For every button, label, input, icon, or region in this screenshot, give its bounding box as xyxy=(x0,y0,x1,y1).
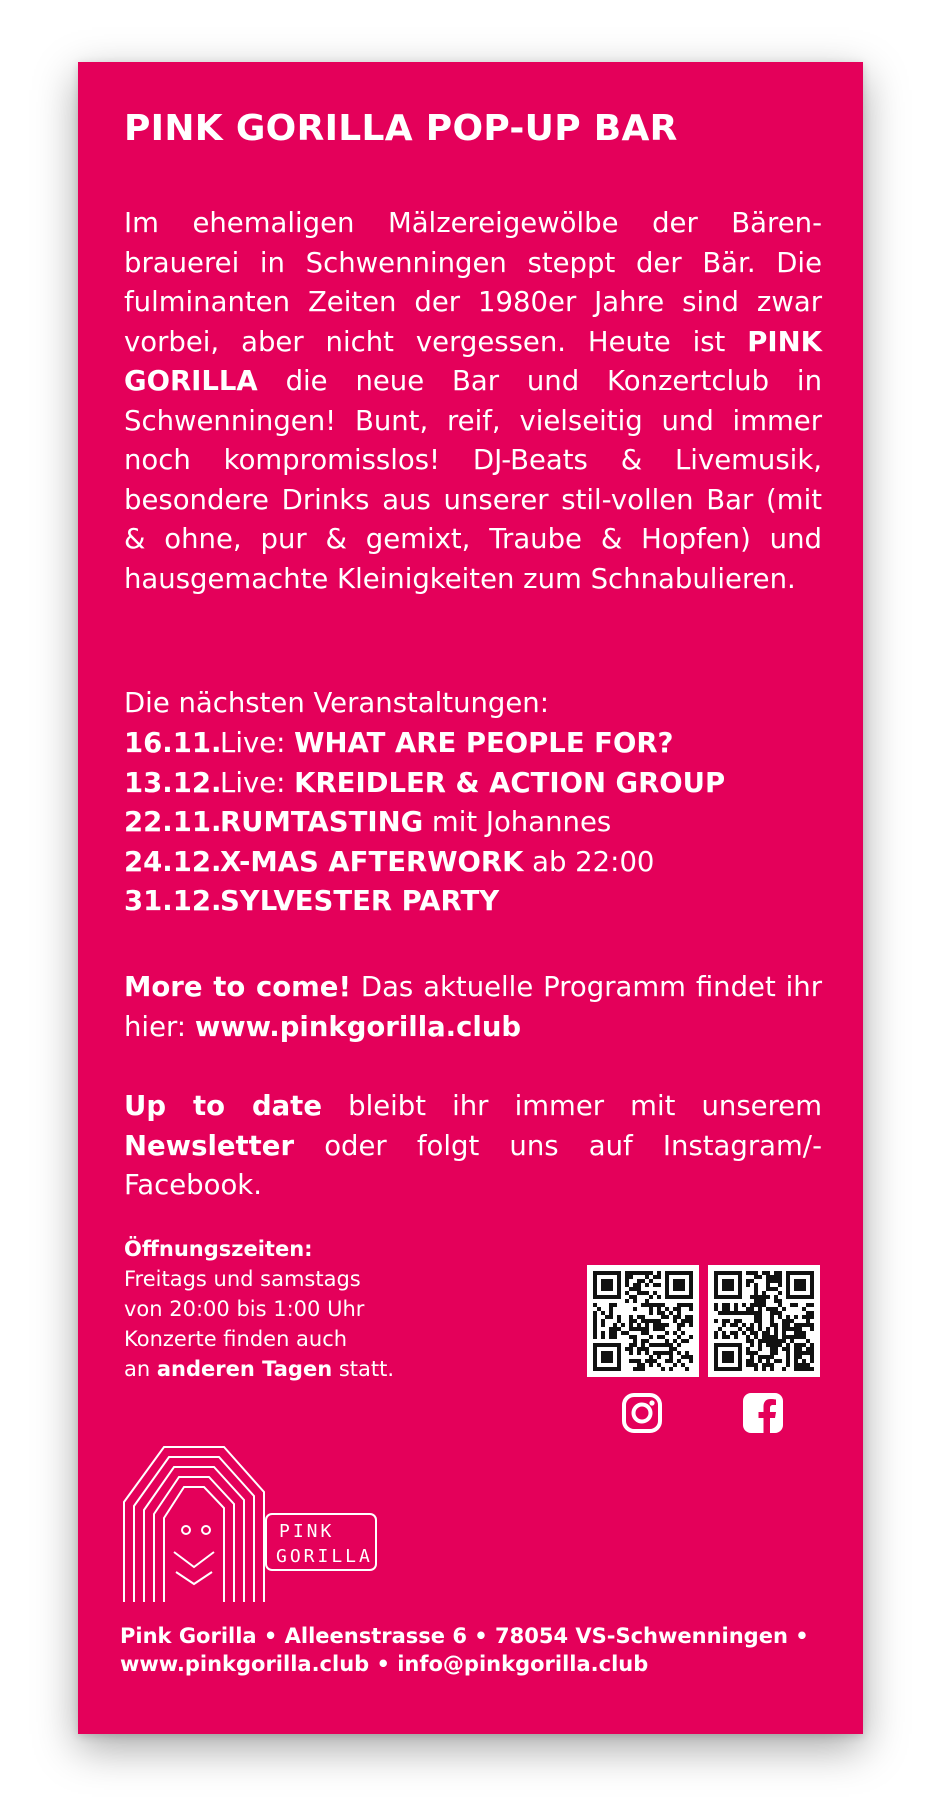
events-list xyxy=(124,724,725,922)
opening-hours-line: von 20:00 bis 1:00 Uhr xyxy=(124,1297,365,1321)
hours-bold: anderen Tagen xyxy=(156,1357,333,1381)
event-item xyxy=(124,843,725,883)
more-bold: More to come! xyxy=(124,971,351,1003)
event-pre: Live: xyxy=(220,727,295,759)
opening-hours-title: Öffnungszeiten: xyxy=(124,1237,313,1261)
opening-hours-line: Konzerte finden auch xyxy=(124,1327,348,1351)
event-date: 22.11. xyxy=(124,806,222,838)
event-item xyxy=(124,882,725,922)
event-item xyxy=(124,803,725,843)
instagram-qr-code[interactable] xyxy=(587,1265,699,1377)
website-link[interactable]: www.pinkgorilla.club xyxy=(194,1010,522,1043)
logo-text-pink: PINK xyxy=(279,1521,335,1542)
page-title: PINK GORILLA POP-UP BAR xyxy=(124,108,678,149)
more-text: Das aktuelle Programm findet ihr hier: xyxy=(124,971,823,1043)
event-date: 31.12. xyxy=(124,885,222,917)
intro-brand: PINK GORILLA xyxy=(124,325,822,397)
flyer-card xyxy=(78,62,863,1734)
facebook-qr-code[interactable] xyxy=(708,1265,820,1377)
footer-address xyxy=(120,1622,809,1678)
more-to-come-paragraph xyxy=(124,968,822,1047)
hours-pre: an xyxy=(124,1357,151,1381)
hours-post: statt. xyxy=(338,1357,395,1381)
event-pre: Live: xyxy=(220,766,295,799)
uptodate-text-1: bleibt ihr immer mit unserem xyxy=(348,1090,822,1122)
opening-hours xyxy=(124,1234,394,1384)
footer-line-2: www.pinkgorilla.club • info@pinkgorilla.club xyxy=(120,1652,649,1676)
opening-hours-line xyxy=(124,1354,394,1384)
event-item xyxy=(124,764,725,804)
event-name: WHAT ARE PEOPLE FOR? xyxy=(294,727,674,759)
intro-paragraph xyxy=(124,204,822,599)
event-name: KREIDLER & ACTION GROUP xyxy=(294,766,726,799)
intro-text-1: Im ehemaligen Mälzereigewölbe der Bären-brauerei in Schwenningen steppt der Bär. Die fulminanten Zeiten der 1980er Jahre sind zwar vorbei, aber nicht vergessen. Heute ist xyxy=(124,207,822,358)
facebook-icon[interactable] xyxy=(742,1392,784,1438)
newsletter-paragraph xyxy=(124,1087,822,1206)
event-post: mit Johannes xyxy=(423,806,612,838)
pink-gorilla-logo xyxy=(114,1402,404,1622)
event-date: 13.12. xyxy=(124,766,222,799)
uptodate-bold: Up to date xyxy=(124,1090,322,1122)
event-post: ab 22:00 xyxy=(523,845,655,878)
instagram-icon[interactable] xyxy=(621,1392,663,1438)
uptodate-text-2: oder folgt uns auf Instagram/-Facebook. xyxy=(124,1129,822,1201)
footer-line-1: Pink Gorilla • Alleenstrasse 6 • 78054 VS-Schwenningen • xyxy=(120,1624,809,1648)
newsletter-label: Newsletter xyxy=(124,1129,295,1162)
event-name: X-MAS AFTERWORK xyxy=(220,845,524,878)
event-item xyxy=(124,724,725,764)
event-name: RUMTASTING xyxy=(220,806,424,838)
logo-text-gorilla: GORILLA xyxy=(276,1546,373,1567)
events-heading: Die nächsten Veranstaltungen: xyxy=(124,687,550,719)
event-date: 24.12. xyxy=(124,845,222,878)
event-date: 16.11. xyxy=(124,727,222,759)
opening-hours-line: Freitags und samstags xyxy=(124,1267,361,1291)
event-name: SYLVESTER PARTY xyxy=(220,885,500,917)
intro-text-2: die neue Bar und Konzertclub in Schwenningen! Bunt, reif, vielseitig und immer noch kompromisslos! DJ-Beats & Livemusik, besondere Drinks aus unserer stil-vollen Bar (mit & ohne, pur & gemixt, Traube & Hopfen) und hausgemachte Kleinigkeiten zum Schnabulieren. xyxy=(124,365,822,595)
